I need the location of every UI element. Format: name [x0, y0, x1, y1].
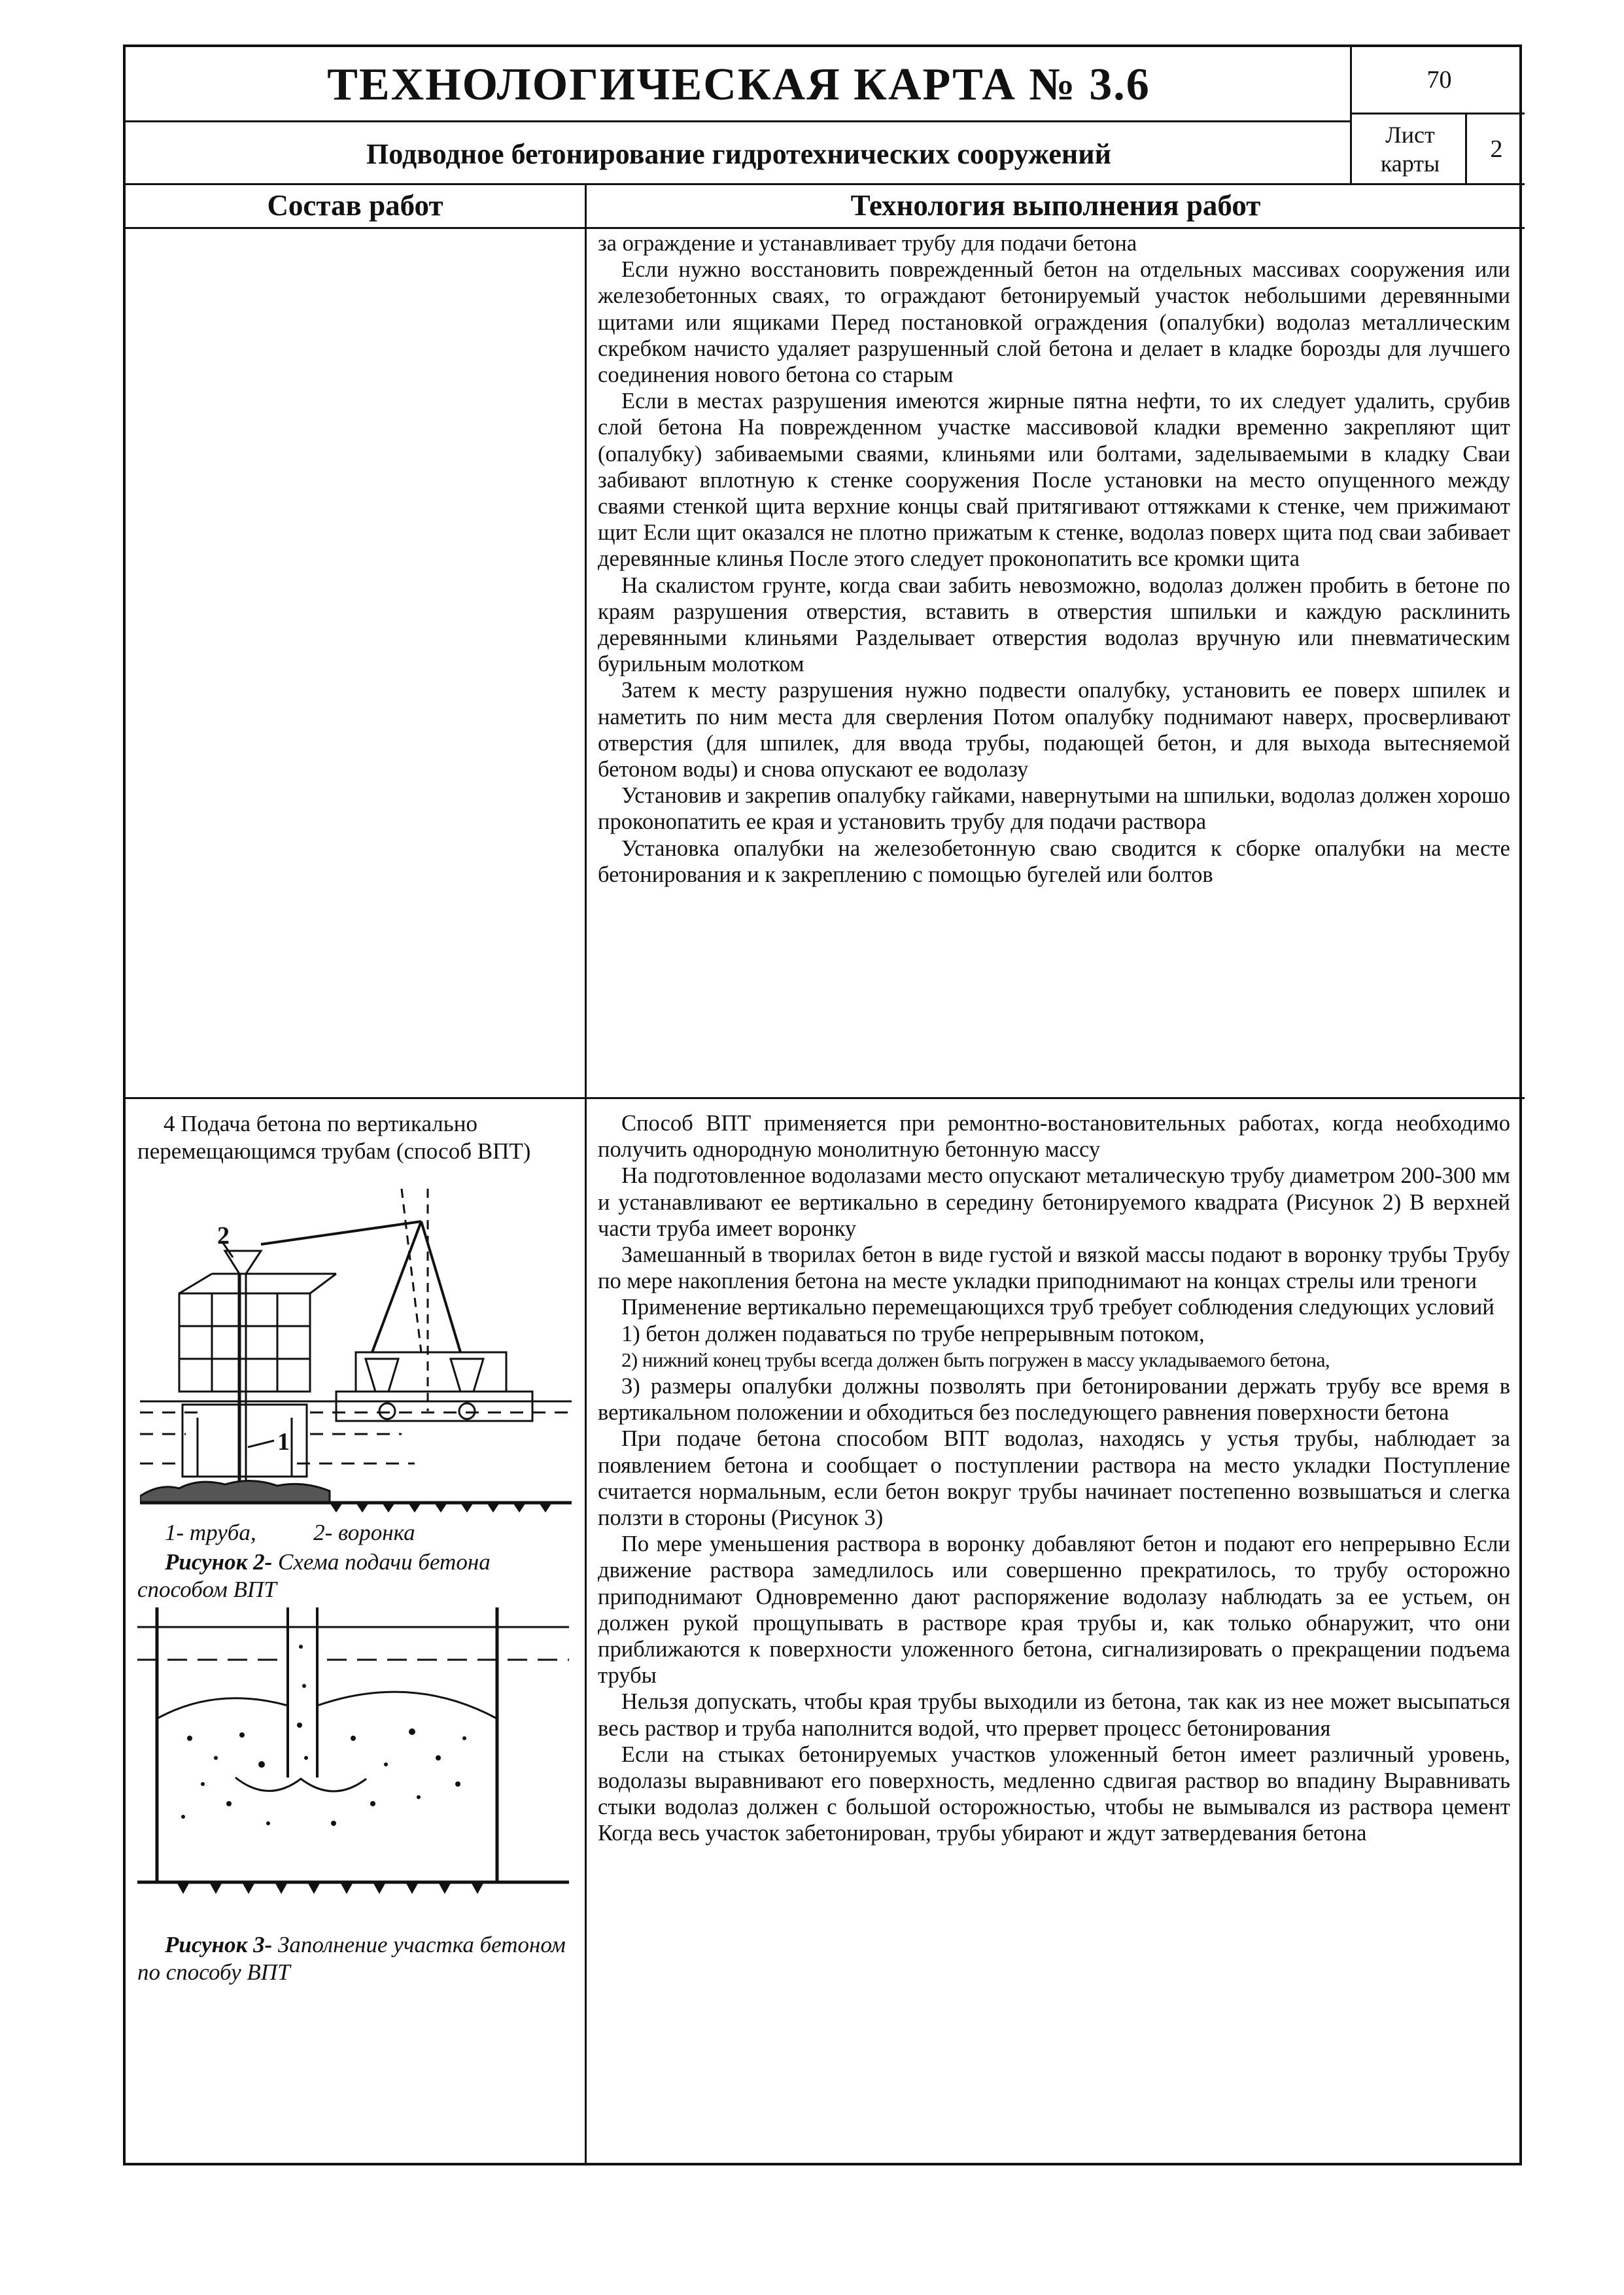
figure2-label-funnel: 2 [217, 1222, 230, 1250]
paragraph: Нельзя допускать, чтобы края трубы выходили из бетона, так как из нее может высыпаться весь раствор и труба наполнится водой, что прервет процесс бетонирования [598, 1689, 1510, 1741]
paragraph: При подаче бетона способом ВПТ водолаз, находясь у устья трубы, наблюдает за появлением бетона и сообщает о поступлении раствора на место укладки Поступление считается нормальным, если бетон вокруг трубы начинает постепенно возвышаться и слегка ползти в стороны (Рисунок 3) [598, 1426, 1510, 1531]
bottom-section-text [598, 1110, 1510, 1847]
figure2-schematic [140, 1176, 572, 1516]
paragraph: По мере уменьшения раствора в воронку добавляют бетон и подают его непрерывно Если движение раствора замедлилось или совершенно прекратилось, то трубу осторожно приподнимают Одновременно дают распоряжение водолазу наблюдать за ее устьем, он должен рукой прощупывать в растворе края трубы и, как только обнаружит, что они приближаются к поверхности уложенного бетона, сигнализировать о прекращении подъема трубы [598, 1532, 1510, 1689]
paragraph: Затем к месту разрушения нужно подвести опалубку, установить ее поверх шпилек и наметить по ним места для сверления Потом опалубку поднимают наверх, просверливают отверстия (для шпилек, для ввода трубы, подающей бетон, и для выхода вытесняемой бетоном воды) и снова опускают ее водолазу [598, 678, 1510, 782]
column-header-composition: Состав работ [267, 189, 443, 222]
section-divider [126, 1097, 1525, 1099]
concrete-aggregate-dots [181, 1645, 466, 1826]
figure2-legend: 1- труба, 2- воронка [165, 1520, 415, 1545]
sheet-number: 2 [1490, 135, 1503, 163]
crane-boom [261, 1221, 421, 1244]
pontoon-hull [336, 1392, 532, 1421]
concrete-mound-outline [157, 1692, 497, 1719]
column-header-technology: Технология выполнения работ [850, 189, 1261, 222]
top-section-text [598, 230, 1510, 888]
list-item: 2) нижний конец трубы всегда должен быть погружен в массу укладываемого бетона, [621, 1348, 1330, 1371]
page-title: ТЕХНОЛОГИЧЕСКАЯ КАРТА № 3.6 [327, 59, 1150, 110]
step-title: 4 Подача бетона по вертикально перемещающимся трубам (способ ВПТ) [137, 1111, 531, 1164]
paragraph: Если на стыках бетонируемых участков уложенный бетон имеет различный уровень, водолазы выравнивают его поверхность, медленно сдвигая раствор во впадину Выравнивать стыки водолаз должен с большой осторожностью, чтобы не вымывался из раствора цемент Когда весь участок забетонирован, трубы убирают и ждут затвердевания бетона [598, 1742, 1510, 1846]
list-item: 1) бетон должен подаваться по трубе непрерывным потоком, [621, 1321, 1205, 1346]
page-number: 70 [1426, 66, 1452, 94]
figure3-schematic [137, 1607, 569, 1908]
page-subtitle: Подводное бетонирование гидротехнических сооружений [366, 137, 1111, 170]
paragraph: Применение вертикально перемещающихся труб требует соблюдения следующих условий [621, 1295, 1494, 1320]
sheet-label-line1: Лист [1385, 121, 1435, 148]
paragraph: Установив и закрепив опалубку гайками, навернутыми на шпильки, водолаз должен хорошо проконопатить ее края и установить трубу для подачи раствора [598, 783, 1510, 835]
platform-frame [179, 1293, 310, 1392]
figure3-caption-text: Заполнение участка бетоном по способу ВПТ [137, 1932, 566, 1985]
column-header-line [126, 227, 1525, 229]
paragraph: за ограждение и устанавливает трубу для подачи бетона [598, 231, 1137, 256]
figure2-caption-bold: Рисунок 2- [165, 1549, 273, 1575]
paragraph: Если нужно восстановить поврежденный бетон на отдельных массивах сооружения или железобетонных сваях, то ограждают бетонируемый участок небольшими деревянными щитами или ящиками Перед постановкой ограждения (опалубки) водолаз металлическим скребком начисто удаляет разрушенный слой бетона и делает в кладке борозды для лучшего соединения нового бетона со старым [598, 257, 1510, 388]
paragraph: Если в местах разрушения имеются жирные пятна нефти, то их следует удалить, срубив слой бетона На поврежденном участке массивовой кладки временно закрепляют щит (опалубку) забиваемыми сваями, клиньями или болтами, заделываемыми в кладку Сваи забивают вплотную к стенке сооружения После установки на место опущенного между сваями стенкой щита верхние концы свай притягивают оттяжками к стенке, чем прижимают щит Если щит оказался не плотно прижатым к стенке, водолаз поверх щита под сваи забивает деревянные клинья После этого следует проконопатить все кромки щита [598, 389, 1510, 572]
paragraph: На скалистом грунте, когда сваи забить невозможно, водолаз должен пробить в бетоне по краям разрушения отверстия, вставить в отверстия шпильки и каждую расклинить деревянными клиньями Разделывает отверстия водолаз вручную или пневматическим бурильным молотком [598, 572, 1510, 677]
rubble-bed [140, 1480, 330, 1503]
technological-map-sheet [123, 44, 1522, 2165]
paragraph: Способ ВПТ применяется при ремонтно-востановительных работах, когда необходимо получить однородную монолитную бетонную массу [598, 1111, 1510, 1163]
list-item: 3) размеры опалубки должны позволять при бетонировании держать трубу все время в вертикальном положении и обходиться без последующего равнения поверхности бетона [598, 1374, 1510, 1426]
sheet-label-line2: карты [1380, 150, 1440, 177]
figure2-caption-text: Схема подачи бетона способом ВПТ [137, 1549, 491, 1602]
figure2-label-pipe: 1 [277, 1428, 290, 1456]
sheet-label [1354, 114, 1466, 183]
paragraph: Замешанный в творилах бетон в виде густой и вязкой массы подают в воронку трубы Трубу по мере накопления бетона на месте укладки приподнимают на концах стрелы или треноги [598, 1242, 1510, 1294]
figure3-caption [137, 1931, 576, 1986]
column-divider [585, 183, 587, 2165]
paragraph: Установка опалубки на железобетонную сваю сводится к сборке опалубки на месте бетонирования и к закреплению с помощью бугелей или болтов [598, 835, 1510, 887]
figure3-caption-bold: Рисунок 3- [165, 1932, 273, 1957]
figure2-caption [137, 1549, 576, 1603]
paragraph: На подготовленное водолазами место опускают металическую трубу диаметром 200-300 мм и устанавливают ее вертикально в середину бетонируемого квадрата (Рисунок 2) В верхней части труба имеет воронку [598, 1163, 1510, 1241]
